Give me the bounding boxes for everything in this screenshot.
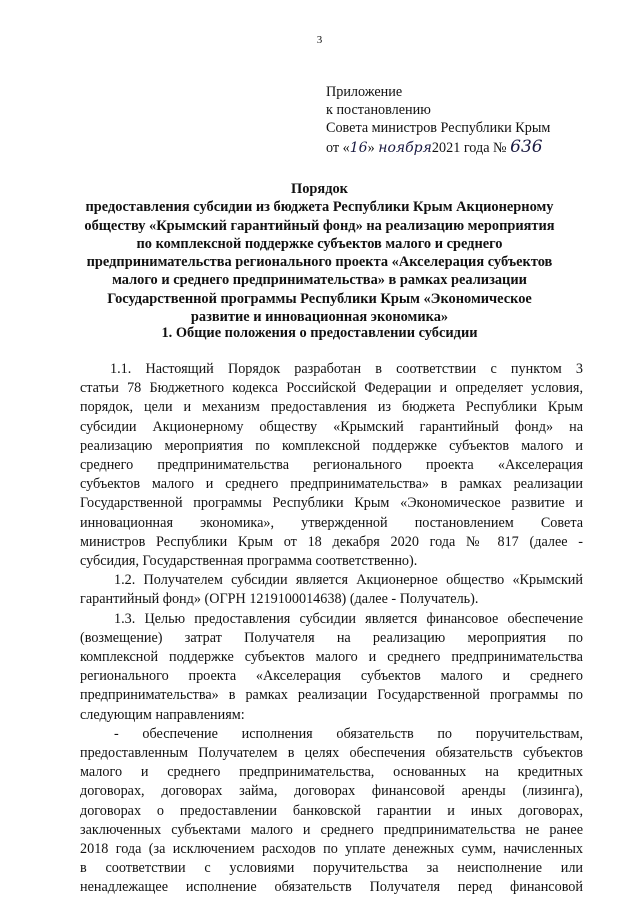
- appendix-resolution: к постановлению: [326, 102, 431, 119]
- body-line: реализацию мероприятия по комплексной поддержке субъектов малого и: [80, 437, 583, 454]
- body-line: министров Республики Крым от 18 декабря 2020 года № 817 (далее -: [80, 533, 583, 550]
- appendix-council: Совета министров Республики Крым: [326, 120, 551, 137]
- title-line: обществу «Крымский гарантийный фонд» на реализацию мероприятия: [84, 217, 555, 234]
- handwritten-doc-number: 636: [510, 136, 543, 157]
- body-line: договорах о предоставлении банковской гарантии и иных договорах,: [80, 802, 583, 819]
- body-line: среднего предпринимательства регионального проекта «Акселерация: [80, 457, 583, 474]
- body-line: субсидии Акционерному обществу «Крымский гарантийный фонд» на: [80, 418, 583, 435]
- title-line: малого и среднего предпринимательства» в рамках реализации: [112, 272, 527, 289]
- body-line: 1.1. Настоящий Порядок разработан в соответствии с пунктом 3: [110, 361, 583, 377]
- body-line: предпринимательства» в рамках реализации Государственной программы по: [80, 687, 583, 704]
- body-line: комплексной поддержке субъектов малого и среднего предпринимательства: [80, 649, 583, 666]
- appendix-date-line: [326, 138, 550, 157]
- title-line: развитие и инновационная экономика»: [190, 309, 449, 326]
- title-line: по комплексной поддержке субъектов малого и среднего: [136, 235, 503, 252]
- title-line: Государственной программы Республики Крым «Экономическое: [107, 290, 532, 307]
- body-line: заключенных субъектами малого и среднего предпринимательства не ранее: [80, 821, 583, 838]
- body-line: 2018 года (за исключением расходов по уплате денежных сумм, начисленных: [80, 841, 583, 858]
- body-line: субъектов малого и среднего предпринимательства» в рамках реализации: [80, 476, 583, 493]
- title-line: Порядок: [291, 181, 348, 197]
- body-line: статьи 78 Бюджетного кодекса Российской Федерации и определяет условия,: [80, 380, 583, 397]
- date-prefix: от «: [326, 139, 350, 156]
- body-line: малого и среднего предпринимательства, основанных на кредитных: [80, 764, 583, 781]
- body-line: инновационная экономика», утвержденной постановлением Совета: [80, 514, 583, 531]
- body-line: в соответствии с условиями поручительства за неисполнение или: [80, 860, 583, 877]
- handwritten-day: 16: [349, 139, 368, 156]
- page-number: 3: [316, 34, 323, 46]
- appendix-header: [326, 83, 550, 157]
- body-line: ненадлежащее исполнение обязательств Получателя перед финансовой: [80, 879, 583, 896]
- handwritten-month: ноября: [378, 139, 432, 156]
- title-line: предпринимательства регионального проекта «Акселерация субъектов: [86, 254, 553, 271]
- body-line: порядок, цели и механизм предоставления из бюджета Республики Крым: [80, 399, 583, 416]
- appendix-label: Приложение: [326, 84, 403, 100]
- body-line: 1.2. Получателем субсидии является Акционерное общество «Крымский: [114, 572, 583, 589]
- date-year: 2021 года №: [431, 139, 511, 156]
- body-line: Государственной программы Республики Крым «Экономическое развитие и: [80, 495, 583, 512]
- body-line: договорах, договорах займа, договорах финансовой аренды (лизинга),: [80, 783, 583, 800]
- document-body: [80, 360, 583, 898]
- title-line: предоставления субсидии из бюджета Республики Крым Акционерному: [85, 199, 554, 216]
- document-title: [0, 180, 639, 326]
- date-mid: »: [367, 139, 379, 156]
- body-line: следующим направлениям:: [80, 706, 245, 723]
- body-line: гарантийный фонд» (ОГРН 1219100014638) (далее - Получатель).: [80, 591, 479, 608]
- section-heading: 1. Общие положения о предоставлении субсидии: [161, 325, 478, 341]
- body-line: - обеспечение исполнения обязательств по поручительствам,: [114, 725, 583, 742]
- body-line: субсидия, Государственная программа соответственно).: [80, 553, 418, 570]
- body-line: предоставленным Получателем в целях обеспечения обязательств субъектов: [80, 745, 583, 762]
- body-line: 1.3. Целью предоставления субсидии является финансовое обеспечение: [114, 610, 583, 627]
- body-line: регионального проекта «Акселерация субъектов малого и среднего: [80, 668, 583, 685]
- body-line: (возмещение) затрат Получателя на реализацию мероприятия по: [80, 629, 583, 646]
